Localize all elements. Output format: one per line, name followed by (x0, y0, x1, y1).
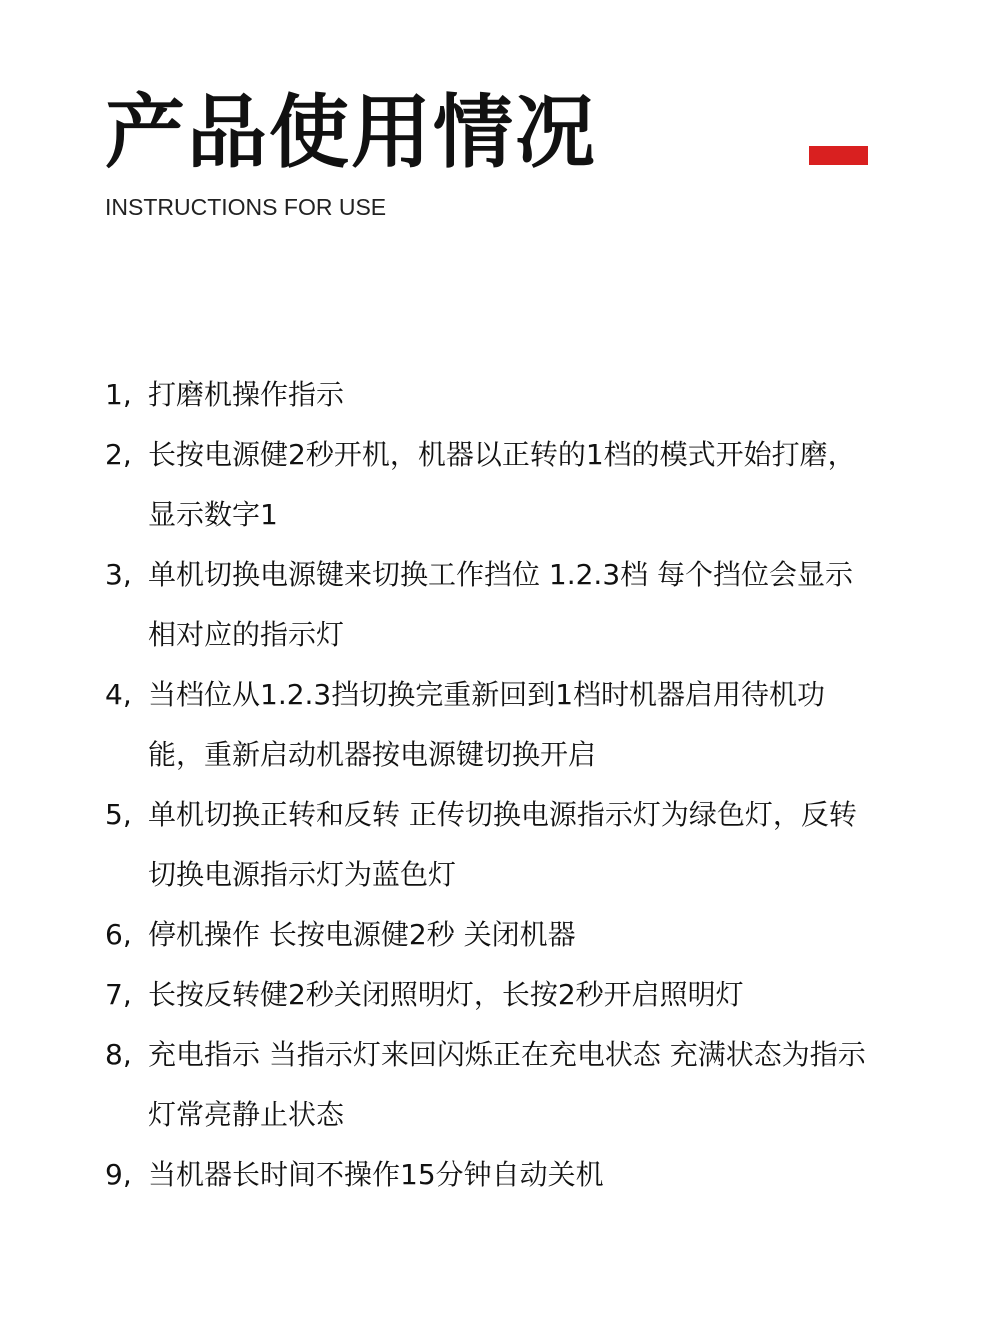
instruction-number: 9, (105, 1158, 132, 1191)
instruction-number: 1, (105, 378, 132, 411)
instruction-item-5 (105, 785, 875, 905)
instruction-text: 停机操作 长按电源健2秒 关闭机器 (148, 918, 576, 951)
page-subtitle: INSTRUCTIONS FOR USE (105, 194, 387, 220)
instruction-text: 长按反转健2秒关闭照明灯，长按2秒开启照明灯 (148, 978, 744, 1011)
instruction-item-3 (105, 545, 875, 665)
red-accent-bar (809, 146, 868, 165)
instruction-number: 4, (105, 678, 132, 711)
instruction-text: 单机切换正转和反转 正传切换电源指示灯为绿色灯，反转切换电源指示灯为蓝色灯 (148, 798, 857, 891)
instruction-number: 5, (105, 798, 132, 831)
instruction-item-9 (105, 1145, 875, 1205)
page-header (105, 85, 597, 221)
instruction-text: 单机切换电源键来切换工作挡位 1.2.3档 每个挡位会显示相对应的指示灯 (148, 558, 854, 651)
instruction-number: 6, (105, 918, 132, 951)
instruction-item-4 (105, 665, 875, 785)
instruction-text: 打磨机操作指示 (148, 378, 345, 411)
instruction-text: 充电指示 当指示灯来回闪烁正在充电状态 充满状态为指示灯常亮静止状态 (148, 1038, 866, 1131)
instruction-number: 8, (105, 1038, 132, 1071)
instruction-number: 3, (105, 558, 132, 591)
instruction-text: 当机器长时间不操作15分钟自动关机 (148, 1158, 604, 1191)
instruction-number: 2, (105, 438, 132, 471)
instruction-text: 当档位从1.2.3挡切换完重新回到1档时机器启用待机功能，重新启动机器按电源键切换开启 (148, 678, 826, 771)
instruction-item-6 (105, 905, 875, 965)
instruction-item-7 (105, 965, 875, 1025)
instruction-item-2 (105, 425, 875, 545)
instruction-item-1 (105, 365, 875, 425)
instruction-number: 7, (105, 978, 132, 1011)
instruction-text: 长按电源健2秒开机，机器以正转的1档的模式开始打磨，显示数字1 (148, 438, 856, 531)
instruction-item-8 (105, 1025, 875, 1145)
instructions-list (105, 365, 875, 1205)
page-title: 产品使用情况 (105, 86, 597, 179)
